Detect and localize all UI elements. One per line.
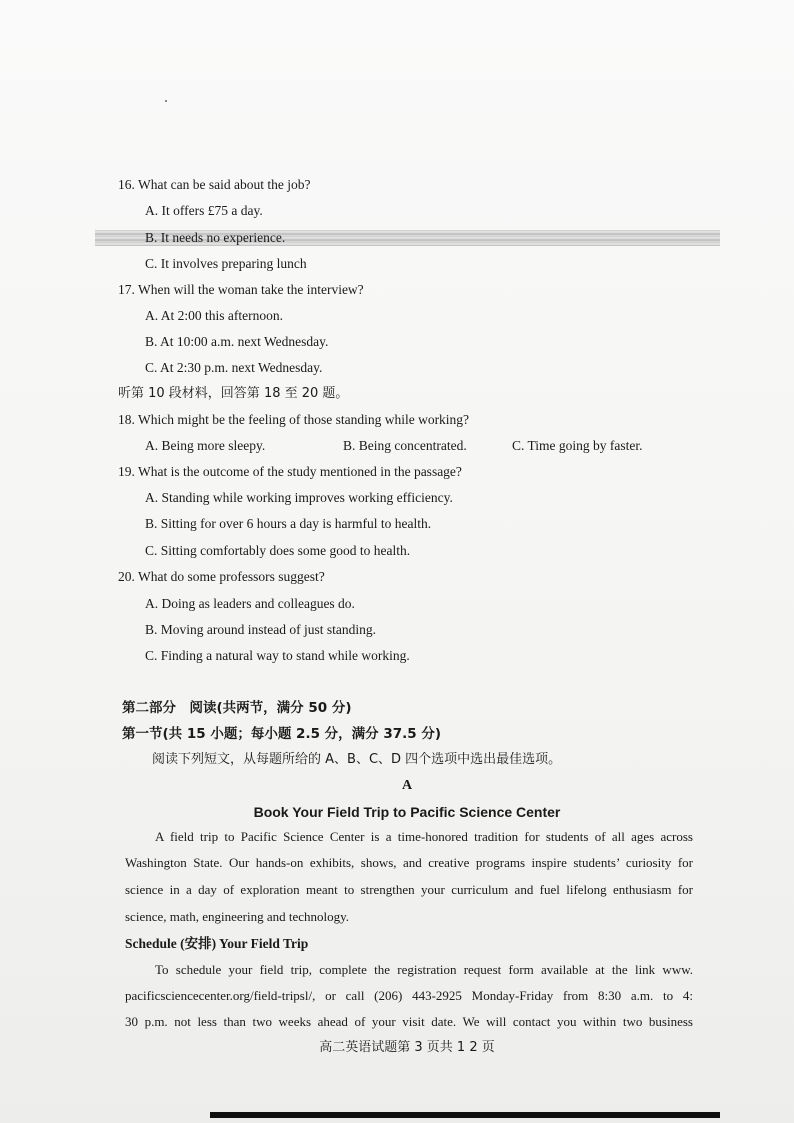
listening-material-10-note: 听第 10 段材料，回答第 18 至 20 题。 bbox=[118, 386, 349, 401]
question-17-stem: 17. When will the woman take the interview? bbox=[118, 282, 364, 297]
question-18-stem: 18. Which might be the feeling of those standing while working? bbox=[118, 412, 470, 427]
question-18-option-c: C. Time going by faster. bbox=[512, 438, 643, 453]
paragraph-2-line-2: pacificsciencecenter.org/field-tripsl/, or call (206) 443-2925 Monday-Friday from 8:30 a.m. to 4: bbox=[125, 988, 693, 1003]
paragraph-2-line-1: To schedule your field trip, complete the registration request form available at the link www. bbox=[155, 962, 693, 977]
page-footer: 高二英语试题第 3 页共 1 2 页 bbox=[319, 1040, 495, 1055]
question-18-option-a: A. Being more sleepy. bbox=[145, 438, 266, 453]
question-20-option-b: B. Moving around instead of just standing. bbox=[145, 622, 376, 637]
paragraph-1-line-4: science, math, engineering and technology. bbox=[125, 909, 350, 924]
question-17-option-c: C. At 2:30 p.m. next Wednesday. bbox=[145, 360, 323, 375]
schedule-heading: Schedule (安排) Your Field Trip bbox=[125, 936, 309, 951]
paragraph-1-line-1: A field trip to Pacific Science Center is a time-honored tradition for students of all ages across bbox=[155, 829, 693, 844]
question-18-option-b: B. Being concentrated. bbox=[343, 438, 467, 453]
scan-edge-shadow bbox=[210, 1112, 720, 1118]
question-20-stem: 20. What do some professors suggest? bbox=[118, 569, 325, 584]
passage-letter: A bbox=[401, 778, 413, 793]
reading-instruction: 阅读下列短文，从每题所给的 A、B、C、D 四个选项中选出最佳选项。 bbox=[152, 752, 562, 767]
question-16-stem: 16. What can be said about the job? bbox=[118, 177, 311, 192]
paragraph-2-line-3: 30 p.m. not less than two weeks ahead of your visit date. We will contact you within two business bbox=[125, 1014, 693, 1029]
question-20-option-a: A. Doing as leaders and colleagues do. bbox=[145, 596, 355, 611]
question-16-option-a: A. It offers £75 a day. bbox=[145, 203, 263, 218]
question-20-option-c: C. Finding a natural way to stand while working. bbox=[145, 648, 410, 663]
question-19-option-a: A. Standing while working improves working efficiency. bbox=[145, 490, 453, 505]
paragraph-1-line-2: Washington State. Our hands-on exhibits, shows, and creative programs inspire students’ curiosity for bbox=[125, 855, 693, 870]
question-16-option-c: C. It involves preparing lunch bbox=[145, 256, 307, 271]
question-19-option-b: B. Sitting for over 6 hours a day is harmful to health. bbox=[145, 516, 432, 531]
question-19-option-c: C. Sitting comfortably does some good to health. bbox=[145, 543, 411, 558]
passage-title: Book Your Field Trip to Pacific Science Center bbox=[253, 804, 561, 820]
question-16-option-b: B. It needs no experience. bbox=[145, 230, 286, 245]
reading-section-title: 第一节(共 15 小题；每小题 2.5 分，满分 37.5 分) bbox=[122, 726, 442, 742]
reading-part-title: 第二部分 阅读(共两节，满分 50 分) bbox=[122, 700, 352, 716]
scan-speck bbox=[165, 100, 167, 102]
question-17-option-b: B. At 10:00 a.m. next Wednesday. bbox=[145, 334, 329, 349]
question-19-stem: 19. What is the outcome of the study mentioned in the passage? bbox=[118, 464, 462, 479]
question-17-option-a: A. At 2:00 this afternoon. bbox=[145, 308, 283, 323]
paragraph-1-line-3: science in a day of exploration meant to strengthen your curriculum and fuel lifelong enthusiasm for bbox=[125, 882, 693, 897]
